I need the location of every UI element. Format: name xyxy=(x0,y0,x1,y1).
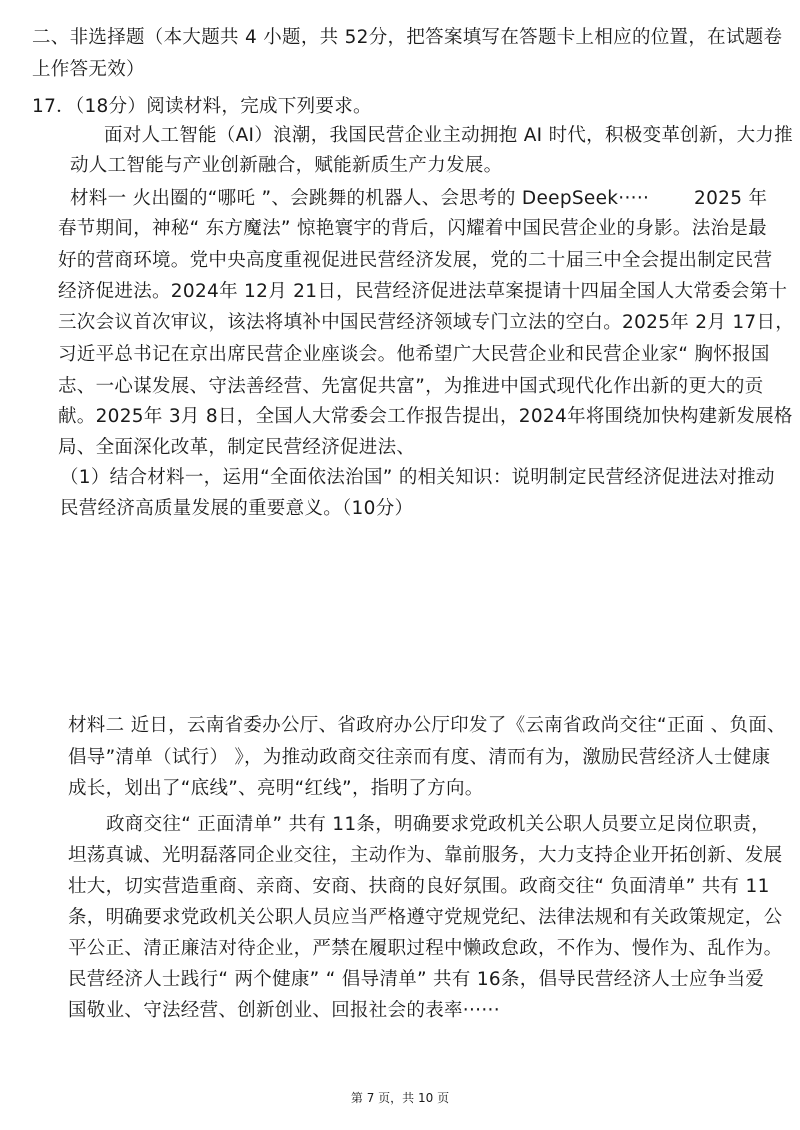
material2-paragraph2-line: 平公正、清正廉洁对待企业，严禁在履职过程中懒政怠政，不作为、慢作为、乱作为。 xyxy=(68,938,783,959)
material1-year: 2025 年 xyxy=(694,188,768,209)
material2-paragraph2-line: 条，明确要求党政机关公职人员应当严格遵守党规党纪、法律法规和有关政策规定，公 xyxy=(68,907,783,928)
material2-paragraph2-line: 民营经济人士践行“ 两个健康” “ 倡导清单” 共有 16条，倡导民营经济人士应争当爱 xyxy=(68,969,765,990)
material1-line: 三次会议首次审议，该法将填补中国民营经济领域专门立法的空白。2025年 2月 17日， xyxy=(58,312,795,333)
intro-line-2: 动人工智能与产业创新融合，赋能新质生产力发展。 xyxy=(70,155,503,176)
material1-line: 局、全面深化改革，制定民营经济促进法、 xyxy=(58,437,416,458)
sub-question-1-line-2: 民营经济高质量发展的重要意义。（10分） xyxy=(60,498,414,519)
material2-paragraph2-line: 国敬业、守法经营、创新创业、回报社会的表率······ xyxy=(68,1000,500,1021)
material2-paragraph2-line: 坦荡真诚、光明磊落同企业交往，主动作为、靠前服务，大力支持企业开拓创新、发展 xyxy=(68,845,783,866)
material1-line: 春节期间，神秘“ 东方魔法” 惊艳寰宇的背后，闪耀着中国民营企业的身影。法治是最 xyxy=(58,218,767,239)
material1-line: 献。2025年 3月 8日，全国人大常委会工作报告提出，2024年将围绕加快构建新发展格 xyxy=(58,406,793,427)
intro-line-1: 面对人工智能（AI）浪潮，我国民营企业主动拥抱 AI 时代，积极变革创新，大力推 xyxy=(104,125,793,146)
material1-line: 志、一心谋发展、守法善经营、先富促共富”，为推进中国式现代化作出新的更大的贡 xyxy=(58,376,764,397)
material2-line: 成长，划出了“底线”、亮明“红线”，指明了方向。 xyxy=(68,778,484,799)
section-header-line-1: 二、非选择题（本大题共 4 小题，共 52分，把答案填写在答题卡上相应的位置，在试题卷 xyxy=(32,27,783,48)
sub-question-1-line-1: （1）结合材料一，运用“全面依法治国” 的相关知识：说明制定民营经济促进法对推动 xyxy=(60,467,775,488)
material1-first-line: 材料一 火出圈的“哪吒 ”、会跳舞的机器人、会思考的 DeepSeek····· xyxy=(70,188,650,209)
material2-paragraph2-line: 政商交往“ 正面清单” 共有 11条，明确要求党政机关公职人员要立足岗位职责， xyxy=(106,814,771,835)
material1-line: 经济促进法。2024年 12月 21日，民营经济促进法草案提请十四届全国人大常委会第十 xyxy=(58,281,788,302)
question-heading: 17．（18分）阅读材料，完成下列要求。 xyxy=(32,96,372,117)
material2-paragraph2-line: 壮大，切实营造重商、亲商、安商、扶商的良好氛围。政商交往“ 负面清单” 共有 11 xyxy=(68,876,770,897)
material2-line: 材料二 近日，云南省委办公厅、省政府办公厅印发了《云南省政尚交往“正面 、负面、 xyxy=(68,715,786,736)
page-number: 第 7 页，共 10 页 xyxy=(350,1091,450,1105)
material1-line: 好的营商环境。党中央高度重视促进民营经济发展，党的二十届三中全会提出制定民营 xyxy=(58,250,773,271)
section-header-line-2: 上作答无效） xyxy=(32,59,145,80)
material1-line: 习近平总书记在京出席民营企业座谈会。他希望广大民营企业和民营企业家“ 胸怀报国 xyxy=(58,344,770,365)
material2-line: 倡导”清单（试行） 》，为推动政商交往亲而有度、清而有为，激励民营经济人士健康 xyxy=(68,747,771,768)
